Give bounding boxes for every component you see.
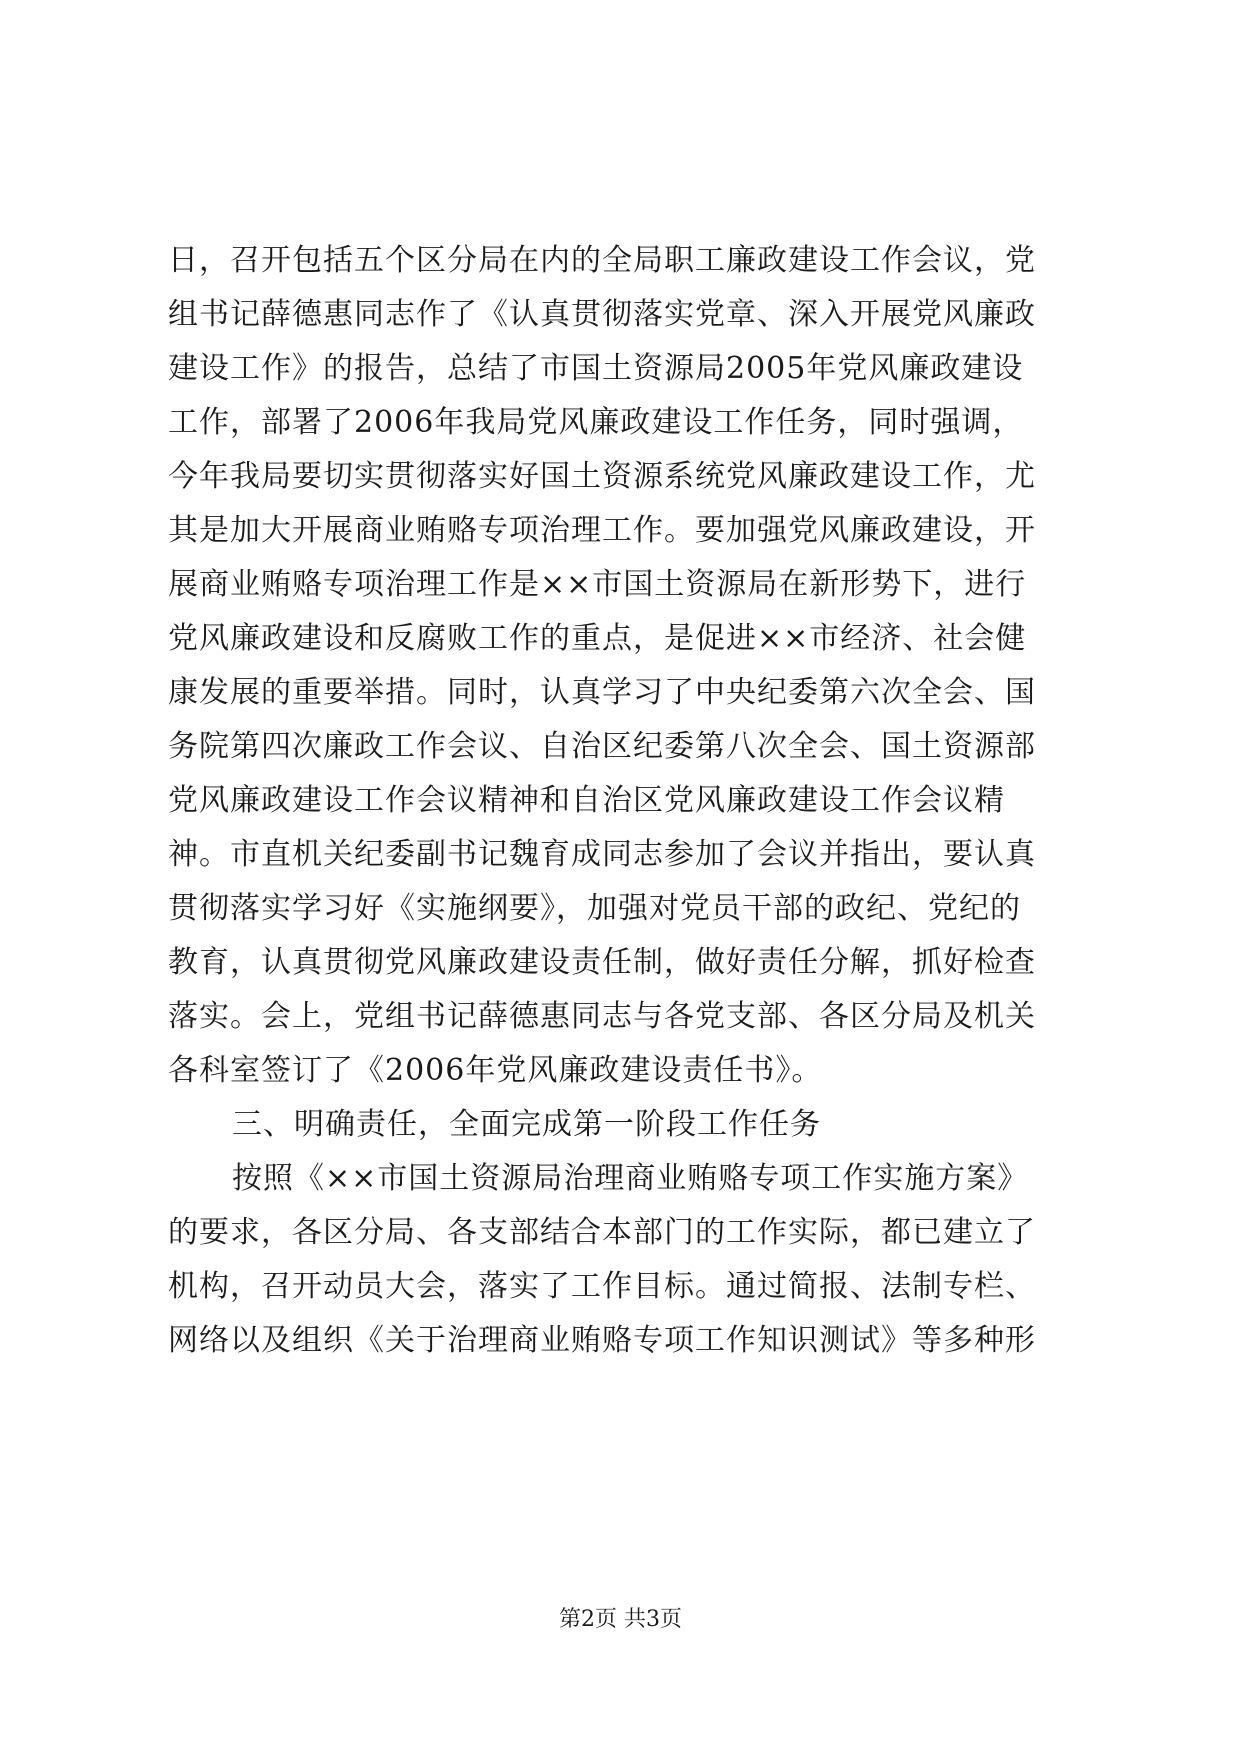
text-line: 按照《××市国土资源局治理商业贿赂专项工作实施方案》 [232, 1161, 1029, 1196]
page-number-footer: 第2页 共3页 [559, 1607, 682, 1632]
text-line: 各科室签订了《2006年党风廉政建设责任书》。 [168, 1053, 823, 1088]
text-line: 组书记薛德惠同志作了《认真贯彻落实党章、深入开展党风廉政 [168, 297, 1036, 332]
text-line: 务院第四次廉政工作会议、自治区纪委第八次全会、国土资源部 [168, 729, 1036, 764]
text-line: 网络以及组织《关于治理商业贿赂专项工作知识测试》等多种形 [168, 1323, 1036, 1358]
text-line: 党风廉政建设和反腐败工作的重点，是促进××市经济、社会健 [168, 621, 1027, 656]
text-line: 教育，认真贯彻党风廉政建设责任制，做好责任分解，抓好检查 [168, 945, 1036, 980]
text-line: 神。市直机关纪委副书记魏育成同志参加了会议并指出，要认真 [168, 837, 1036, 872]
text-line: 机构，召开动员大会，落实了工作目标。通过简报、法制专栏、 [168, 1269, 1036, 1304]
text-line: 党风廉政建设工作会议精神和自治区党风廉政建设工作会议精 [168, 783, 1005, 818]
text-line: 落实。会上，党组书记薛德惠同志与各党支部、各区分局及机关 [168, 999, 1036, 1034]
text-line: 康发展的重要举措。同时，认真学习了中央纪委第六次全会、国 [168, 675, 1036, 710]
text-line: 展商业贿赂专项治理工作是××市国土资源局在新形势下，进行 [168, 567, 1027, 602]
text-line: 的要求，各区分局、各支部结合本部门的工作实际，都已建立了 [168, 1215, 1036, 1250]
text-line: 今年我局要切实贯彻落实好国土资源系统党风廉政建设工作，尤 [168, 459, 1036, 494]
document-body [168, 234, 1088, 1368]
text-line: 其是加大开展商业贿赂专项治理工作。要加强党风廉政建设，开 [168, 513, 1036, 548]
text-line: 工作，部署了2006年我局党风廉政建设工作任务，同时强调， [168, 405, 1024, 440]
text-line: 贯彻落实学习好《实施纲要》，加强对党员干部的政纪、党纪的 [168, 891, 1021, 926]
section-heading: 三、明确责任，全面完成第一阶段工作任务 [232, 1107, 821, 1142]
text-line: 日，召开包括五个区分局在内的全局职工廉政建设工作会议，党 [168, 243, 1036, 278]
text-line: 建设工作》的报告，总结了市国土资源局2005年党风廉政建设 [168, 351, 1024, 386]
